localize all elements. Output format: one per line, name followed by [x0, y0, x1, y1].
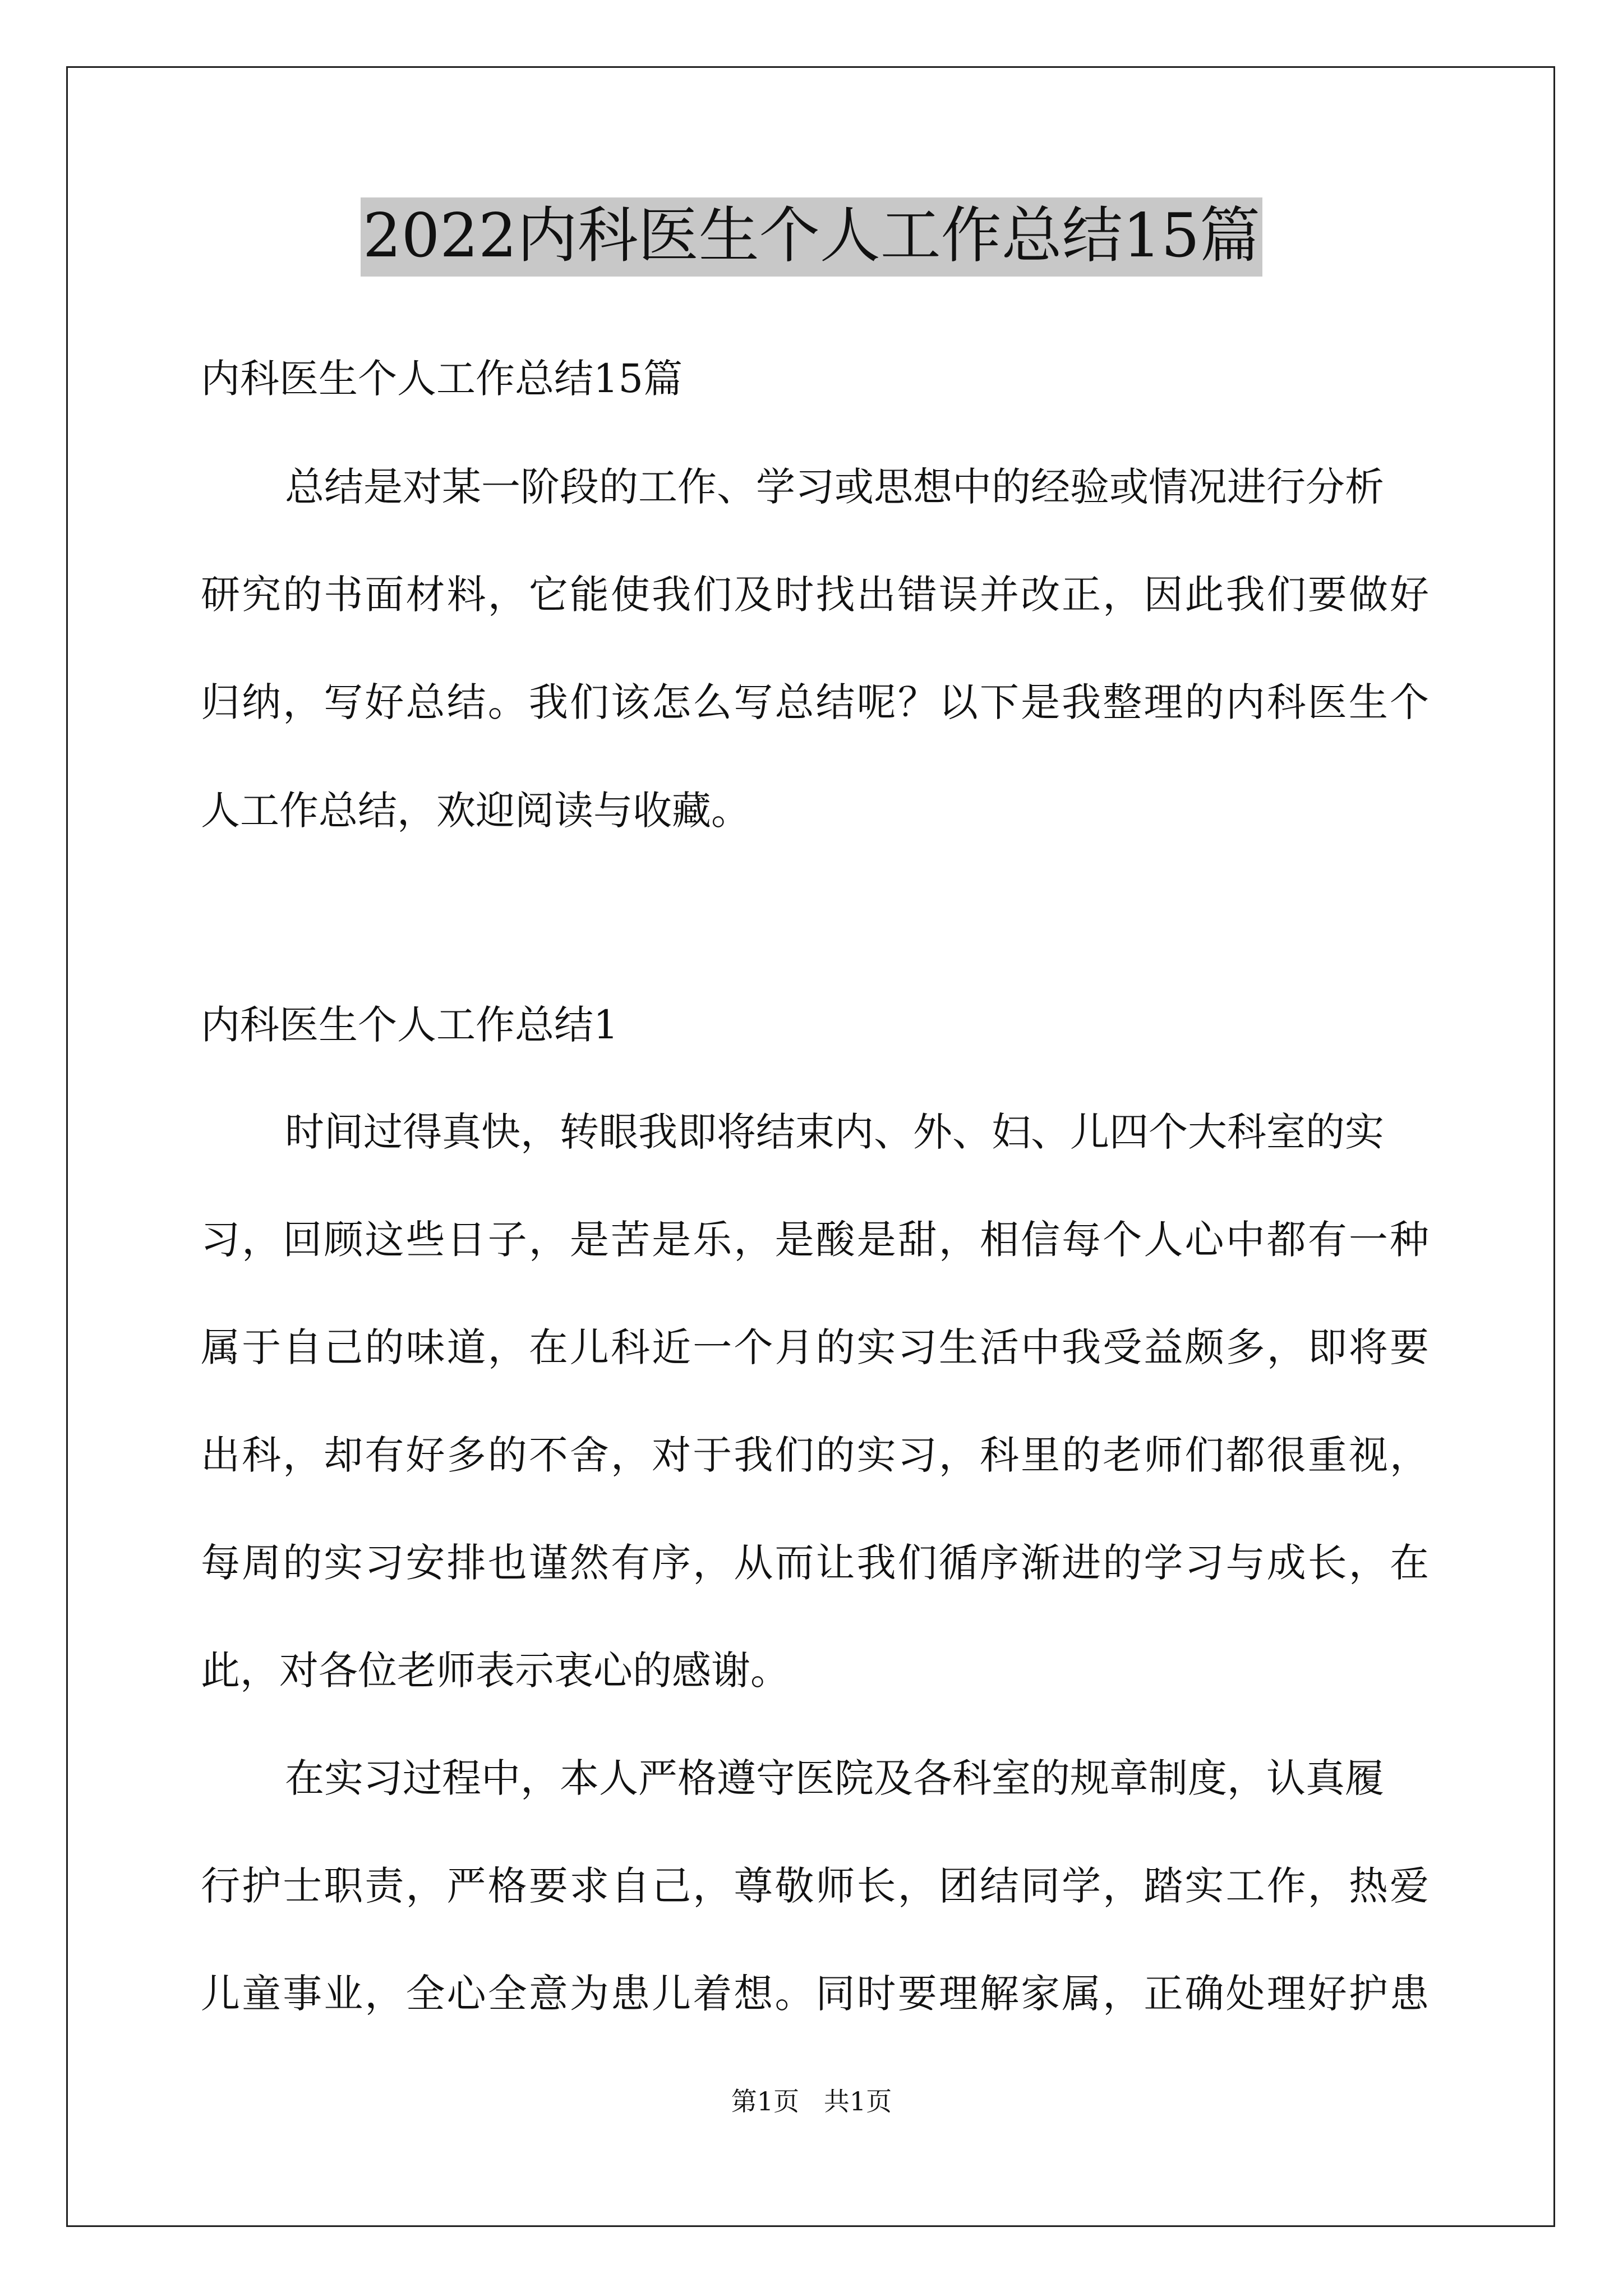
- para1-line-1: 时间过得真快，转眼我即将结束内、外、妇、儿四个大科室的实: [285, 1109, 1384, 1155]
- intro-line-3: 归纳，写好总结。我们该怎么写总结呢？以下是我整理的内科医生个: [201, 679, 1429, 725]
- intro-line-4: 人工作总结，欢迎阅读与收藏。: [201, 788, 750, 834]
- para1-line-4: 出科，却有好多的不舍，对于我们的实习，科里的老师们都很重视，: [201, 1432, 1429, 1478]
- para2-line-2: 行护士职责，严格要求自己，尊敬师长，团结同学，踏实工作，热爱: [201, 1863, 1429, 1909]
- para1-line-6: 此，对各位老师表示衷心的感谢。: [201, 1648, 790, 1694]
- document-title-block: [0, 197, 1623, 277]
- intro-line-2: 研究的书面材料，它能使我们及时找出错误并改正，因此我们要做好: [201, 572, 1429, 618]
- para1-line-3: 属于自己的味道，在儿科近一个月的实习生活中我受益颇多，即将要: [201, 1324, 1429, 1370]
- page-footer: 第1页 共1页: [731, 2086, 892, 2116]
- document-title: 2022内科医生个人工作总结15篇: [361, 197, 1262, 277]
- para2-line-1: 在实习过程中，本人严格遵守医院及各科室的规章制度，认真履: [285, 1755, 1384, 1801]
- section-heading: 内科医生个人工作总结1: [201, 1002, 619, 1048]
- document-subtitle: 内科医生个人工作总结15篇: [201, 356, 683, 402]
- para2-line-3: 儿童事业，全心全意为患儿着想。同时要理解家属，正确处理好护患: [201, 1971, 1429, 2017]
- para1-line-5: 每周的实习安排也谨然有序，从而让我们循序渐进的学习与成长，在: [201, 1540, 1429, 1586]
- intro-line-1: 总结是对某一阶段的工作、学习或思想中的经验或情况进行分析: [285, 464, 1384, 510]
- para1-line-2: 习，回顾这些日子，是苦是乐，是酸是甜，相信每个人心中都有一种: [201, 1217, 1429, 1263]
